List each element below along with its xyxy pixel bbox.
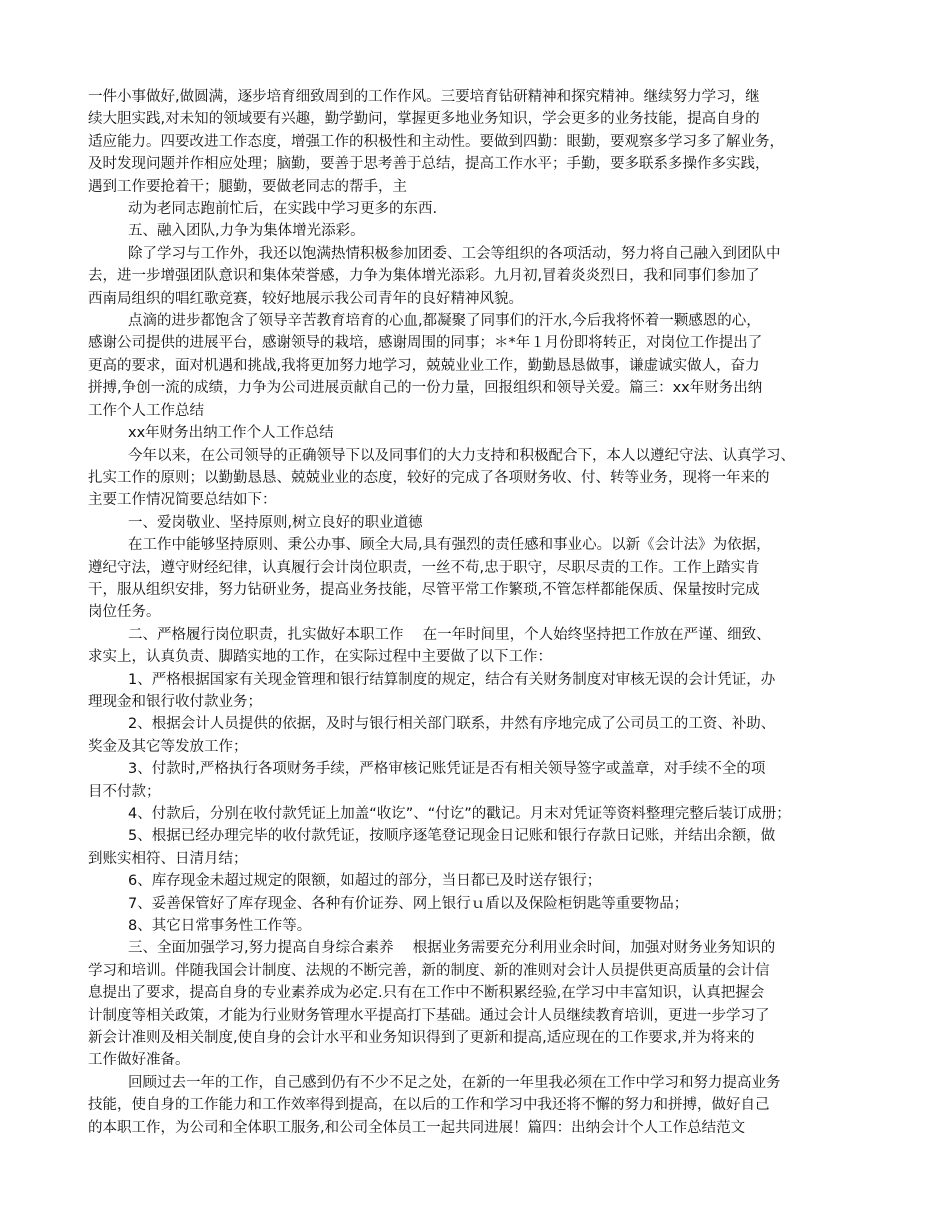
document-body [88, 86, 870, 1139]
text-line: 点滴的进步都饱含了领导辛苦教育培育的心血,都凝聚了同事们的汗水,今后我将怀着一颗感恩的心， [128, 313, 761, 330]
text-line: 三、全面加强学习,努力提高自身综合素养 根据业务需要充分利用业余时间，加强对财务业务知识的 [128, 940, 776, 957]
text-line: 在工作中能够坚持原则、秉公办事、顾全大局,具有强烈的责任感和事业心。以新《会计法》为依据， [128, 537, 771, 554]
text-line: 二、严格履行岗位职责，扎实做好本职工作 在一年时间里，个人始终坚持把工作放在严谨、细致、 [128, 626, 771, 643]
text-line: 去，进一步增强团队意识和集体荣誉感，力争为集体增光添彩。九月初,冒着炎炎烈日，我和同事们参加了 [88, 268, 760, 285]
text-line: 5、根据已经办理完毕的收付款凭证，按顺序逐笔登记现金日记账和银行存款日记账，并结出余额，做 [128, 828, 776, 845]
text-line: 今年以来，在公司领导的正确领导下以及同事们的大力支持和积极配合下，本人以遵纪守法、认真学习、 [128, 447, 795, 464]
text-line: 求实上，认真负责、脚踏实地的工作，在实际过程中主要做了以下工作： [88, 649, 552, 666]
text-line: 息提出了要求，提高自身的专业素养成为必定.只有在工作中不断积累经验,在学习中丰富知识，认真把握会 [88, 985, 765, 1002]
text-line: 理现金和银行收付款业务； [88, 693, 262, 710]
text-line: 2、根据会计人员提供的依据，及时与银行相关部门联系，井然有序地完成了公司员工的工资、补助、 [128, 716, 776, 733]
text-line: 工作个人工作总结 [88, 402, 204, 419]
text-line: 计制度等相关政策，才能为行业财务管理水平提高打下基础。通过会计人员继续教育培训，更进一步学习了 [88, 1007, 770, 1024]
text-line: 五、融入团队,力争为集体增光添彩。 [128, 223, 365, 240]
text-line: 除了学习与工作外，我还以饱满热情积极参加团委、工会等组织的各项活动，努力将自己融入到团队中 [128, 245, 781, 262]
text-line: 7、妥善保管好了库存现金、各种有价证券、网上银行ｕ盾以及保险柜钥匙等重要物品； [128, 895, 689, 912]
text-line: xx年财务出纳工作个人工作总结 [128, 425, 334, 442]
text-line: 6、库存现金未超过规定的限额，如超过的部分，当日都已及时送存银行； [128, 873, 602, 890]
text-line: 的本职工作，为公司和全体职工服务,和公司全体员工一起共同进展！篇四：出纳会计个人工作总结范文 [88, 1119, 746, 1136]
text-line: 及时发现问题并作相应处理；脑勤，要善于思考善于总结，提高工作水平；手勤，要多联系多操作多实践， [88, 156, 770, 173]
text-line: 一件小事做好,做圆满，逐步培育细致周到的工作作风。三要培育钻研精神和探究精神。继续努力学习，继 [88, 89, 760, 105]
text-line: 更高的要求，面对机遇和挑战,我将更加努力地学习，兢兢业业工作，勤勤恳恳做事，谦虚诚实做人，奋力 [88, 357, 760, 374]
text-line: 新会计准则及相关制度,使自身的会计水平和业务知识得到了更新和提高,适应现在的工作要求,并为将来的 [88, 1030, 755, 1047]
text-line: 技能，使自身的工作能力和工作效率得到提高，在以后的工作和学习中我还将不懈的努力和拼搏，做好自己 [88, 1097, 770, 1114]
text-line: 到账实相符、日清月结； [88, 850, 248, 867]
text-line: 1、严格根据国家有关现金管理和银行结算制度的规定，结合有关财务制度对审核无误的会计凭证，办 [128, 671, 776, 688]
text-line: 岗位任务。 [88, 604, 161, 621]
text-line: 适应能力。四要改进工作态度，增强工作的积极性和主动性。要做到四勤：眼勤，要观察多学习多了解业务， [88, 133, 784, 150]
text-line: 工作做好准备。 [88, 1052, 190, 1069]
text-line: 遵纪守法，遵守财经纪律，认真履行会计岗位职责，一丝不苟,忠于职守，尽职尽责的工作。工作上踏实肯 [88, 559, 760, 576]
text-line: 动为老同志跑前忙后，在实践中学习更多的东西. [128, 201, 438, 218]
text-line: 扎实工作的原则；以勤勤恳恳、兢兢业业的态度，较好的完成了各项财务收、付、转等业务，现将一年来的 [88, 469, 770, 486]
text-line: 学习和培训。伴随我国会计制度、法规的不断完善，新的制度、新的准则对会计人员提供更高质量的会计信 [88, 962, 770, 979]
text-line: 奖金及其它等发放工作； [88, 738, 248, 755]
text-line: 回顾过去一年的工作，自己感到仍有不少不足之处，在新的一年里我必须在工作中学习和努力提高业务 [128, 1074, 781, 1091]
text-line: 目不付款； [88, 783, 161, 800]
text-line: 干，服从组织安排，努力钻研业务，提高业务技能，尽管平常工作繁琐,不管怎样都能保质、保量按时完成 [88, 581, 760, 598]
text-line: 8、其它日常事务性工作等。 [128, 918, 312, 935]
text-line: 续大胆实践,对未知的领域要有兴趣，勤学勤问，掌握更多地业务知识，学会更多的业务技能，提高自身的 [88, 111, 760, 128]
text-line: 一、爱岗敬业、坚持原则,树立良好的职业道德 [128, 514, 423, 531]
text-line: 西南局组织的唱红歌竞赛，较好地展示我公司青年的良好精神风貌。 [88, 290, 523, 307]
text-line: 感谢公司提供的进展平台，感谢领导的栽培，感谢周围的同事；＊*年１月份即将转正，对岗位工作提出了 [88, 335, 763, 352]
text-line: 4、付款后，分别在收付款凭证上加盖“收讫”、“付讫”的戳记。月末对凭证等资料整理完整后装订成册； [128, 806, 791, 822]
text-line: 遇到工作要抢着干；腿勤，要做老同志的帮手，主 [88, 178, 407, 195]
text-line: 主要工作情况简要总结如下： [88, 492, 277, 509]
text-line: 拼搏,争创一流的成绩，力争为公司进展贡献自己的一份力量，回报组织和领导关爱。篇三：xx年财务出纳 [88, 380, 763, 397]
text-line: 3、付款时,严格执行各项财务手续，严格审核记账凭证是否有相关领导签字或盖章，对手续不全的项 [128, 761, 766, 778]
